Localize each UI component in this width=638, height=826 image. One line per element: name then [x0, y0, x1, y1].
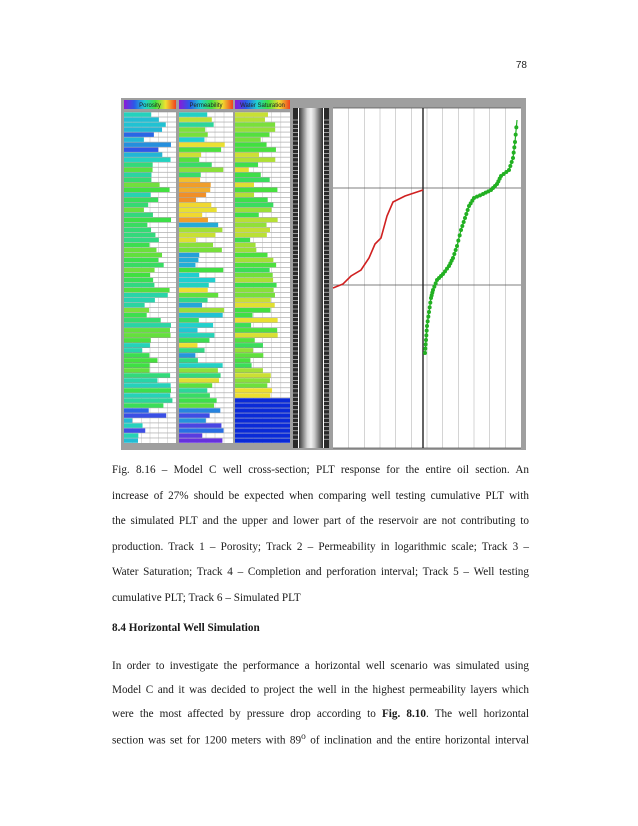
- completion-pipe: [299, 108, 323, 448]
- body-text-segment: of inclination and the entire horizontal interval: [305, 735, 529, 748]
- simulated-plt-point: [462, 220, 466, 224]
- log-bar: [179, 208, 217, 212]
- log-bar: [179, 148, 221, 152]
- log-bar: [124, 148, 158, 152]
- log-bar: [179, 383, 212, 387]
- log-bar: [124, 293, 168, 297]
- log-bar: [124, 248, 156, 252]
- log-bar: [179, 168, 223, 172]
- log-bar: [124, 368, 150, 372]
- log-bar: [235, 373, 271, 377]
- log-bar: [235, 403, 290, 407]
- simulated-plt-point: [512, 151, 516, 155]
- body-text-segment: . The well horizontal: [425, 707, 529, 720]
- simulated-plt-point: [423, 347, 427, 351]
- log-bar: [124, 268, 155, 272]
- log-bar: [124, 338, 151, 342]
- log-bar: [179, 298, 208, 302]
- simulated-plt-point: [458, 233, 462, 237]
- log-bar: [124, 353, 149, 357]
- log-bar: [124, 363, 150, 367]
- log-bar: [235, 383, 267, 387]
- log-bar: [124, 433, 138, 437]
- log-bar: [124, 303, 145, 307]
- log-bar: [179, 117, 212, 121]
- log-bar: [179, 358, 198, 362]
- log-bar: [124, 208, 144, 212]
- log-bar: [235, 283, 277, 287]
- simulated-plt-point: [454, 248, 458, 252]
- log-bar: [124, 388, 171, 392]
- log-bar: [235, 142, 267, 146]
- log-bar: [124, 173, 151, 177]
- log-bar: [179, 288, 208, 292]
- log-bar: [124, 132, 154, 136]
- log-bar: [179, 423, 221, 427]
- log-bar: [124, 358, 157, 362]
- simulated-plt-point: [424, 333, 428, 337]
- log-bar: [124, 178, 151, 182]
- caption-line: cumulative PLT; Track 6 – Simulated PLT: [112, 591, 301, 604]
- log-bar: [179, 438, 222, 442]
- simulated-plt-point: [511, 156, 515, 160]
- log-bar: [179, 393, 210, 397]
- log-bar: [124, 323, 171, 327]
- log-bar: [124, 278, 153, 282]
- log-bar: [235, 333, 278, 337]
- log-bar: [179, 142, 225, 146]
- log-bar: [179, 428, 224, 432]
- log-bar: [124, 142, 171, 146]
- log-bar: [179, 137, 204, 141]
- log-bar: [179, 318, 199, 322]
- log-bar: [179, 333, 214, 337]
- log-bar: [124, 153, 162, 157]
- log-bar: [179, 378, 219, 382]
- track-header-label: Permeability: [189, 103, 223, 109]
- log-bar: [235, 203, 273, 207]
- log-bar: [124, 112, 151, 116]
- degree-superscript: o: [301, 732, 306, 743]
- log-bar: [179, 323, 213, 327]
- log-bar: [235, 178, 270, 182]
- log-bar: [235, 173, 261, 177]
- log-bar: [235, 112, 268, 116]
- log-bar: [179, 213, 202, 217]
- body-line: Model C and it was decided to project the well in the highest permeability layers which: [112, 683, 529, 696]
- log-bar: [179, 253, 199, 257]
- simulated-plt-point: [456, 239, 460, 243]
- log-bar: [179, 112, 207, 116]
- simulated-plt-point: [424, 342, 428, 346]
- log-bar: [124, 168, 153, 172]
- log-bar: [235, 137, 261, 141]
- log-bar: [179, 163, 212, 167]
- simulated-plt-point: [425, 329, 429, 333]
- log-bar: [179, 303, 202, 307]
- simulated-plt-point: [463, 216, 467, 220]
- log-bar: [235, 393, 270, 397]
- log-bar: [124, 288, 170, 292]
- log-bar: [235, 303, 275, 307]
- log-bar: [179, 408, 220, 412]
- log-bar: [124, 333, 171, 337]
- log-bar: [235, 213, 259, 217]
- body-line: [112, 703, 529, 727]
- log-bar: [179, 263, 195, 267]
- log-bar: [179, 293, 218, 297]
- log-bar: [179, 203, 211, 207]
- log-bar: [235, 398, 290, 402]
- log-bar: [179, 178, 200, 182]
- log-bar: [124, 438, 138, 442]
- log-bar: [179, 338, 209, 342]
- simulated-plt-point: [460, 224, 464, 228]
- log-bar: [235, 228, 270, 232]
- page-number: 78: [515, 60, 527, 71]
- log-bar: [124, 218, 171, 222]
- log-bar: [235, 363, 252, 367]
- log-bar: [124, 228, 151, 232]
- log-bar: [179, 313, 223, 317]
- log-bar: [235, 368, 263, 372]
- log-bar: [124, 343, 150, 347]
- log-bar: [235, 348, 253, 352]
- log-bar: [179, 198, 196, 202]
- log-bar: [235, 238, 250, 242]
- body-line: [112, 726, 529, 754]
- log-bar: [124, 423, 143, 427]
- log-bar: [124, 403, 163, 407]
- log-bar: [235, 418, 290, 422]
- log-bar: [124, 393, 170, 397]
- log-bar: [179, 188, 210, 192]
- log-bar: [179, 373, 221, 377]
- log-bar: [235, 353, 263, 357]
- caption-line: Water Saturation; Track 4 – Completion and perforation interval; Track 5 – Well testing: [112, 566, 529, 579]
- log-bar: [235, 253, 268, 257]
- simulated-plt-point: [424, 338, 428, 342]
- caption-line: production. Track 1 – Porosity; Track 2 – Permeability in logarithmic scale; Track 3 –: [112, 540, 529, 553]
- track-header-label: Water Saturation: [240, 103, 285, 109]
- log-bar: [124, 203, 148, 207]
- well-cross-section-figure: [121, 98, 526, 450]
- log-bar: [179, 308, 224, 312]
- log-bar: [235, 378, 270, 382]
- log-bar: [124, 413, 166, 417]
- log-bar: [124, 223, 147, 227]
- log-bar: [179, 228, 222, 232]
- well-log-plot: [121, 98, 526, 450]
- log-bar: [179, 153, 201, 157]
- log-bar: [235, 218, 278, 222]
- caption-line: increase of 27% should be expected when comparing well testing cumulative PLT with: [112, 489, 529, 502]
- log-bar: [235, 258, 273, 262]
- log-bar: [124, 348, 142, 352]
- log-bar: [124, 183, 160, 187]
- log-bar: [179, 328, 198, 332]
- simulated-plt-point: [459, 228, 463, 232]
- log-bar: [179, 122, 214, 126]
- log-bar: [235, 208, 271, 212]
- log-bar: [235, 263, 276, 267]
- log-bar: [235, 223, 267, 227]
- body-paragraph: [112, 655, 529, 754]
- log-bar: [179, 343, 197, 347]
- log-bar: [179, 388, 207, 392]
- body-text-segment: section was set for 1200 meters with 89: [112, 735, 302, 748]
- log-bar: [179, 243, 213, 247]
- log-bar: [235, 428, 290, 432]
- log-bar: [124, 233, 155, 237]
- log-bar: [179, 398, 217, 402]
- log-bar: [235, 183, 254, 187]
- log-bar: [235, 117, 265, 121]
- log-bar: [235, 288, 274, 292]
- log-bar: [124, 258, 158, 262]
- log-bar: [124, 328, 170, 332]
- log-bar: [124, 318, 161, 322]
- log-bar: [179, 273, 199, 277]
- figure-reference-link[interactable]: Fig. 8.10: [381, 707, 426, 720]
- log-bar: [235, 188, 277, 192]
- log-bar: [124, 117, 159, 121]
- log-bar: [235, 358, 250, 362]
- log-bar: [179, 218, 208, 222]
- simulated-plt-point: [512, 145, 516, 149]
- simulated-plt-point: [451, 256, 455, 260]
- simulated-plt-point: [510, 160, 514, 164]
- log-bar: [124, 238, 159, 242]
- simulated-plt-point: [508, 164, 512, 168]
- log-bar: [179, 268, 223, 272]
- simulated-plt-point: [423, 351, 427, 355]
- simulated-plt-point: [466, 208, 470, 212]
- log-bar: [179, 183, 211, 187]
- log-bar: [124, 428, 145, 432]
- log-bar: [124, 198, 158, 202]
- log-bar: [235, 423, 290, 427]
- simulated-plt-point: [425, 324, 429, 328]
- log-bar: [179, 258, 198, 262]
- log-bar: [179, 413, 210, 417]
- log-bar: [235, 163, 258, 167]
- log-bar: [235, 127, 275, 131]
- log-bar: [235, 158, 275, 162]
- simulated-plt-point: [452, 252, 456, 256]
- log-bar: [179, 193, 206, 197]
- log-bar: [179, 353, 195, 357]
- log-bar: [124, 378, 157, 382]
- log-bar: [179, 283, 209, 287]
- log-bar: [124, 283, 154, 287]
- log-bar: [179, 278, 215, 282]
- log-bar: [235, 413, 290, 417]
- log-bar: [235, 193, 254, 197]
- log-bar: [124, 193, 151, 197]
- caption-line: the simulated PLT and the upper and lower part of the reservoir are not contributing to: [112, 515, 529, 528]
- log-bar: [235, 438, 290, 442]
- log-bar: [124, 313, 147, 317]
- log-bar: [235, 388, 272, 392]
- log-bar: [235, 408, 290, 412]
- body-line: In order to investigate the performance a horizontal well scenario was simulated using: [112, 660, 529, 672]
- log-bar: [179, 248, 222, 252]
- simulated-plt-point: [428, 305, 432, 309]
- log-bar: [235, 243, 256, 247]
- log-bar: [179, 238, 196, 242]
- log-bar: [124, 383, 171, 387]
- log-bar: [124, 137, 144, 141]
- log-bar: [235, 233, 267, 237]
- log-bar: [235, 313, 253, 317]
- log-bar: [179, 233, 215, 237]
- log-bar: [179, 173, 201, 177]
- log-bar: [235, 328, 277, 332]
- simulated-plt-point: [513, 140, 517, 144]
- log-bar: [124, 163, 153, 167]
- log-bar: [179, 403, 214, 407]
- log-bar: [235, 268, 270, 272]
- log-bar: [124, 253, 162, 257]
- log-bar: [179, 368, 218, 372]
- log-bar: [124, 398, 172, 402]
- log-bar: [235, 198, 268, 202]
- log-bar: [124, 273, 150, 277]
- simulated-plt-point: [514, 125, 518, 129]
- log-bar: [235, 433, 290, 437]
- log-bar: [179, 127, 205, 131]
- log-bar: [235, 153, 259, 157]
- log-bar: [235, 273, 273, 277]
- log-bar: [235, 308, 271, 312]
- log-bar: [179, 158, 199, 162]
- section-heading: 8.4 Horizontal Well Simulation: [112, 622, 260, 634]
- log-bar: [235, 148, 276, 152]
- body-text-segment: were the most affected by pressure drop according to: [112, 707, 382, 720]
- log-bar: [235, 248, 256, 252]
- log-bar: [179, 433, 202, 437]
- simulated-plt-point: [464, 212, 468, 216]
- log-bar: [235, 298, 271, 302]
- log-bar: [124, 373, 170, 377]
- log-bar: [235, 323, 251, 327]
- simulated-plt-point: [427, 310, 431, 314]
- log-bar: [179, 223, 218, 227]
- log-bar: [235, 278, 273, 282]
- simulated-plt-point: [428, 301, 432, 305]
- simulated-plt-point: [426, 319, 430, 323]
- log-bar: [179, 132, 208, 136]
- log-bar: [235, 132, 270, 136]
- log-bar: [124, 122, 166, 126]
- log-bar: [179, 418, 206, 422]
- log-bar: [124, 127, 162, 131]
- log-bar: [124, 308, 149, 312]
- log-bar: [124, 213, 153, 217]
- simulated-plt-point: [514, 133, 518, 137]
- log-bar: [235, 168, 249, 172]
- log-bar: [179, 363, 223, 367]
- track-header-label: Porosity: [139, 103, 161, 109]
- log-bar: [124, 408, 149, 412]
- log-bar: [235, 293, 275, 297]
- log-bar: [235, 343, 263, 347]
- log-bar: [179, 348, 205, 352]
- figure-caption: [112, 458, 529, 612]
- log-bar: [235, 122, 275, 126]
- log-bar: [124, 263, 164, 267]
- log-bar: [124, 188, 170, 192]
- log-bar: [124, 418, 132, 422]
- log-bar: [235, 318, 278, 322]
- log-bar: [235, 338, 255, 342]
- simulated-plt-point: [507, 168, 511, 172]
- log-bar: [124, 243, 149, 247]
- caption-line: Fig. 8.16 – Model C well cross-section; PLT response for the entire oil section. An: [112, 464, 529, 476]
- log-bar: [124, 158, 171, 162]
- simulated-plt-point: [426, 315, 430, 319]
- log-bar: [124, 298, 155, 302]
- simulated-plt-point: [455, 244, 459, 248]
